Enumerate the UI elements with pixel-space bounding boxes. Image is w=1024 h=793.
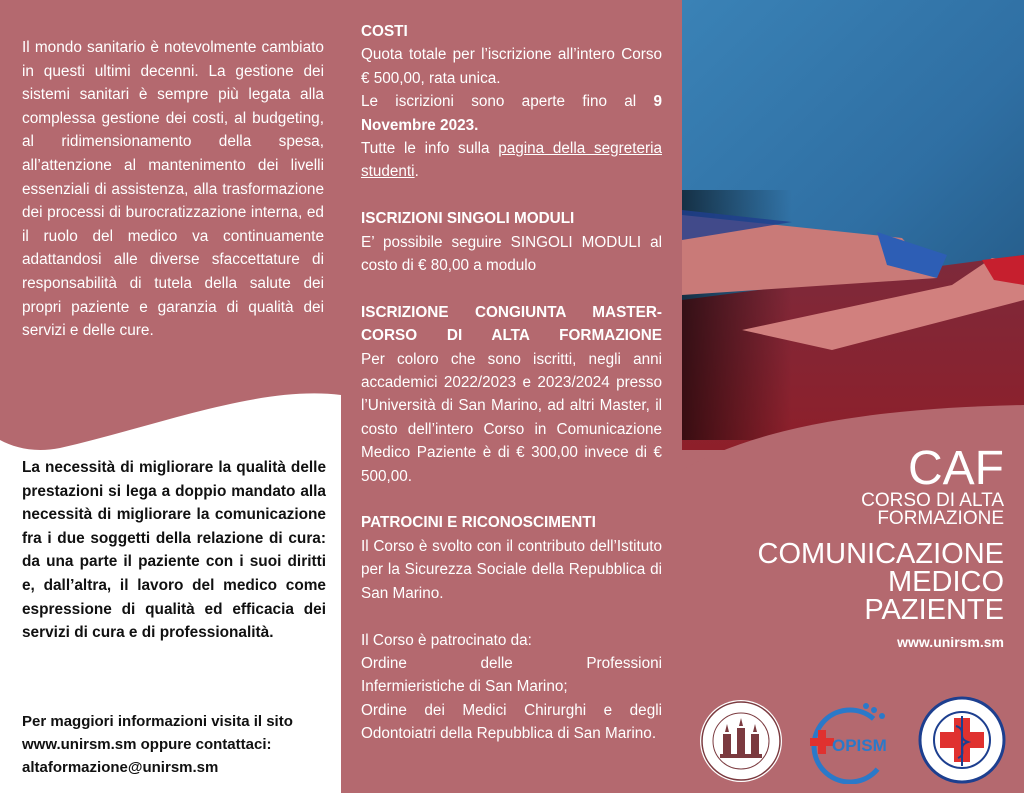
patron-org-1-line1: Ordine delle Professioni — [361, 654, 662, 672]
costs-section — [361, 20, 662, 184]
joint-enrollment-heading: ISCRIZIONE CONGIUNTA MASTER-CORSO DI ALTA FORMAZIONE — [361, 303, 662, 345]
patronage-heading: PATROCINI E RICONOSCIMENTI — [361, 514, 596, 532]
secretary-page-link[interactable]: pagina della segreteria studenti — [361, 140, 662, 181]
right-panel — [682, 0, 1024, 793]
course-name-line1: COMUNICAZIONE — [757, 538, 1004, 570]
crayons-photo — [682, 0, 1024, 793]
deadline-date: 9 Novembre 2023. — [361, 93, 662, 134]
patron-org-2: Ordine dei Medici Chirurghi e degli Odontoiatri della Repubblica di San Marino. — [361, 701, 662, 743]
left-panel — [0, 0, 341, 793]
costs-info: Tutte le info sulla pagina della segreteria studenti. — [361, 140, 662, 181]
patronage-text: Il Corso è svolto con il contributo dell’Istituto per la Sicurezza Sociale della Repubblica di San Marino. — [361, 537, 662, 602]
course-type-line2: FORMAZIONE — [877, 508, 1004, 529]
opism-logo — [802, 696, 898, 784]
university-seal-logo — [698, 698, 784, 784]
patronage-section — [361, 511, 662, 745]
contact-website: www.unirsm.sm oppure contattaci: — [22, 736, 272, 753]
opism-wordmark: OPISM — [832, 736, 887, 755]
contact-email: altaformazione@unirsm.sm — [22, 759, 219, 776]
joint-enrollment-section — [361, 301, 662, 488]
necessity-paragraph: La necessità di migliorare la qualità delle prestazioni si lega a doppio mandato alla necessità di migliorare la comunicazione fra i due soggetti della relazione di cura: da una parte il paziente con i suoi diritti e, dall’altra, il lavoro del medico come espressione di qualità ed efficacia dei servizi di cura e di professionalità. — [22, 459, 326, 642]
costs-total: Quota totale per l’iscrizione all’intero Corso € 500,00, rata unica. — [361, 46, 662, 87]
course-type-line1: CORSO DI ALTA — [861, 490, 1004, 511]
medici-order-logo — [918, 696, 1006, 784]
course-title-block — [704, 442, 1004, 650]
single-modules-heading: ISCRIZIONI SINGOLI MODULI — [361, 210, 575, 228]
intro-paragraph: Il mondo sanitario è notevolmente cambiato in questi ultimi decenni. La gestione dei sistemi sanitari è sempre più legata alla complessa gestione dei costi, al budgeting, al ridimensionamento della spesa, all’attenzione al mantenimento dei livelli essenziali di assistenza, alla trasformazione dei processi di burocratizzazione interna, ed il ruolo del medico va continuamente adattandosi alle diverse sfaccettature di responsabilità di tutela della salute dei propri paziente e garanzia di qualità dei servizi e delle cure. — [22, 39, 324, 340]
contact-block — [22, 710, 332, 779]
single-modules-section — [361, 207, 662, 277]
course-name-line3: PAZIENTE — [864, 594, 1004, 626]
costs-deadline: Le iscrizioni sono aperte fino al 9 Novembre 2023. — [361, 93, 662, 134]
single-modules-text: E’ possibile seguire SINGOLI MODULI al costo di € 80,00 a modulo — [361, 233, 662, 275]
middle-panel — [341, 0, 682, 793]
logos-row — [698, 690, 1010, 785]
course-name-line2: MEDICO — [888, 566, 1004, 598]
patron-org-1-line2: Infermieristiche di San Marino; — [361, 678, 568, 696]
contact-line: Per maggiori informazioni visita il sito — [22, 713, 293, 730]
costs-heading: COSTI — [361, 23, 408, 40]
caf-title: CAF — [908, 442, 1004, 495]
patronage-intro: Il Corso è patrocinato da: — [361, 631, 532, 649]
joint-enrollment-text: Per coloro che sono iscritti, negli anni accademici 2022/2023 e 2023/2024 presso l’Università di San Marino, ad altri Master, il costo dell’intero Corso in Comunicazione Medico Paziente è di € 300,00 invece di € 500,00. — [361, 350, 662, 485]
website-link[interactable]: www.unirsm.sm — [897, 634, 1004, 650]
